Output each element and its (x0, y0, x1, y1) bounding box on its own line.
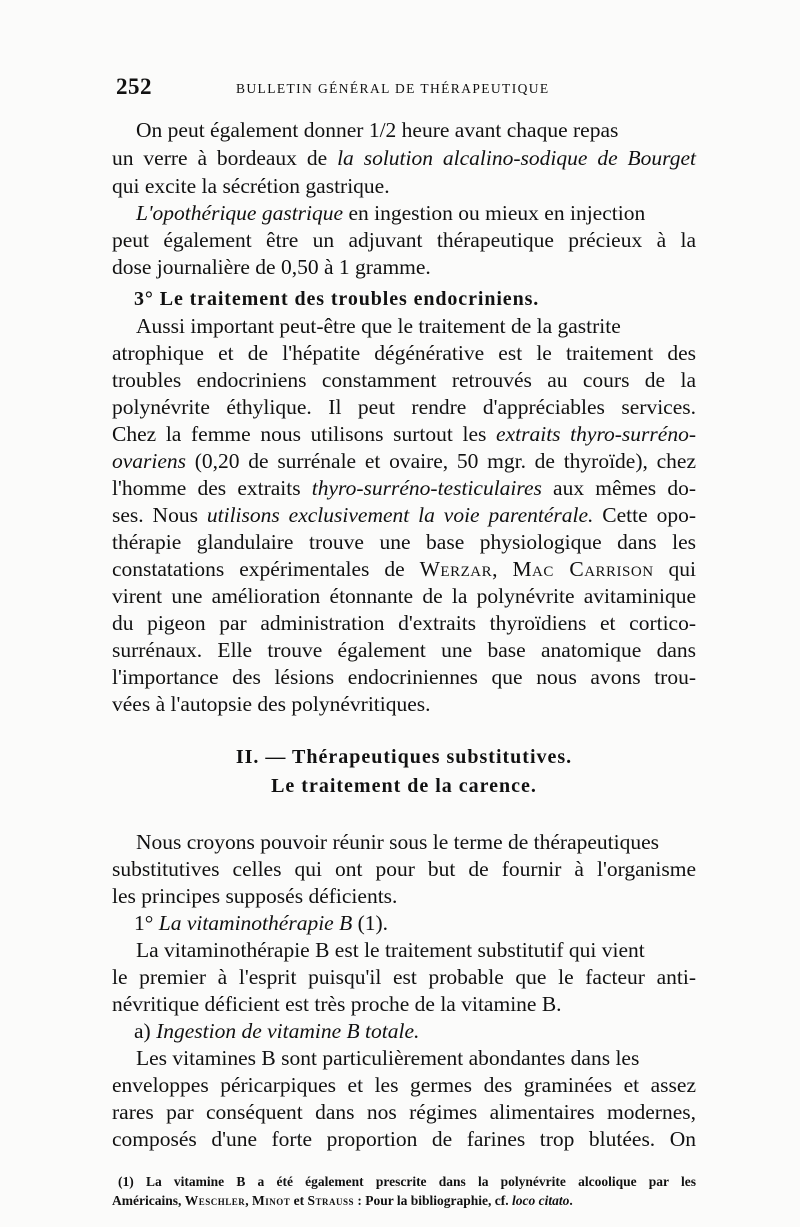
author-name: Werzar (419, 557, 493, 581)
text-line: le premier à l'esprit puisqu'il est probable que le facteur anti- (112, 965, 696, 989)
text-line: polynévrite éthylique. Il peut rendre d'appréciables services. (112, 395, 696, 419)
text-line: surrénaux. Elle trouve également une base anatomique dans (112, 638, 696, 662)
text-line: l'homme des extraits thyro-surréno-testiculaires aux mêmes do- (112, 476, 696, 500)
text-line: un verre à bordeaux de la solution alcalino-sodique de Bourget (112, 146, 696, 170)
text-line: ses. Nous utilisons exclusivement la voie parentérale. Cette opo- (112, 503, 696, 527)
page-number: 252 (116, 74, 152, 99)
text-line: rares par conséquent dans nos régimes alimentaires modernes, (112, 1100, 696, 1124)
footnote-line: (1) La vitamine B a été également prescrite dans la polynévrite alcoolique par les (118, 1174, 696, 1189)
page-header (112, 72, 695, 102)
text-line: L'opothérique gastrique en ingestion ou mieux en injection (136, 201, 646, 225)
text-line: Aussi important peut-être que le traitement de la gastrite (136, 314, 621, 338)
text-line: Chez la femme nous utilisons surtout les extraits thyro-surréno- (112, 422, 696, 446)
section-heading: 3° Le traitement des troubles endocriniens. (134, 288, 540, 310)
running-head: BULLETIN GÉNÉRAL DE THÉRAPEUTIQUE (236, 81, 550, 96)
text-line: ovariens (0,20 de surrénale et ovaire, 50 mgr. de thyroïde), chez (112, 449, 696, 473)
text-line: La vitaminothérapie B est le traitement substitutif qui vient (136, 938, 645, 962)
text-line: l'importance des lésions endocriniennes que nous avons trou- (112, 665, 696, 689)
subsection-heading: 1° La vitaminothérapie B (1). (134, 911, 389, 935)
text-line: atrophique et de l'hépatite dégénérative est le traitement des (112, 341, 696, 365)
subsection-heading: a) Ingestion de vitamine B totale. (134, 1019, 420, 1043)
part-title: II. — Thérapeutiques substitutives. (235, 746, 573, 768)
text-line: Les vitamines B sont particulièrement abondantes dans les (136, 1046, 640, 1070)
text-line: qui excite la sécrétion gastrique. (112, 174, 390, 198)
text-line: substitutives celles qui ont pour but de fournir à l'organisme (112, 857, 696, 881)
text-line: les principes supposés déficients. (112, 884, 398, 908)
text-line: névritique déficient est très proche de la vitamine B. (112, 992, 562, 1016)
part-subtitle: Le traitement de la carence. (271, 775, 537, 797)
text-line: peut également être un adjuvant thérapeutique précieux à la (112, 228, 696, 252)
text-line: dose journalière de 0,50 à 1 gramme. (112, 255, 431, 279)
text-line: constatations expérimentales de Werzar, Mac Carrison qui (112, 557, 697, 581)
text-line: vées à l'autopsie des polynévritiques. (112, 692, 431, 716)
author-name: Strauss (307, 1193, 355, 1208)
author-name: Weschler (184, 1193, 246, 1208)
text-line: du pigeon par administration d'extraits thyroïdiens et cortico- (112, 611, 696, 635)
text-line: virent une amélioration étonnante de la polynévrite avitaminique (112, 584, 696, 608)
text-line: enveloppes péricarpiques et les germes des graminées et assez (112, 1073, 696, 1097)
footnote-line: Américains, Weschler, Minot et Strauss : Pour la bibliographie, cf. loco citato. (112, 1193, 573, 1208)
text-line: troubles endocriniens constamment retrouvés au cours de la (112, 368, 696, 392)
text-line: composés d'une forte proportion de farines trop blutées. On (112, 1127, 696, 1151)
author-name: Minot (252, 1193, 291, 1208)
author-name: Mac Carrison (512, 557, 654, 581)
text-line: On peut également donner 1/2 heure avant chaque repas (136, 118, 619, 142)
text-line: Nous croyons pouvoir réunir sous le terme de thérapeutiques (136, 830, 660, 854)
text-line: thérapie glandulaire trouve une base physiologique dans les (112, 530, 696, 554)
